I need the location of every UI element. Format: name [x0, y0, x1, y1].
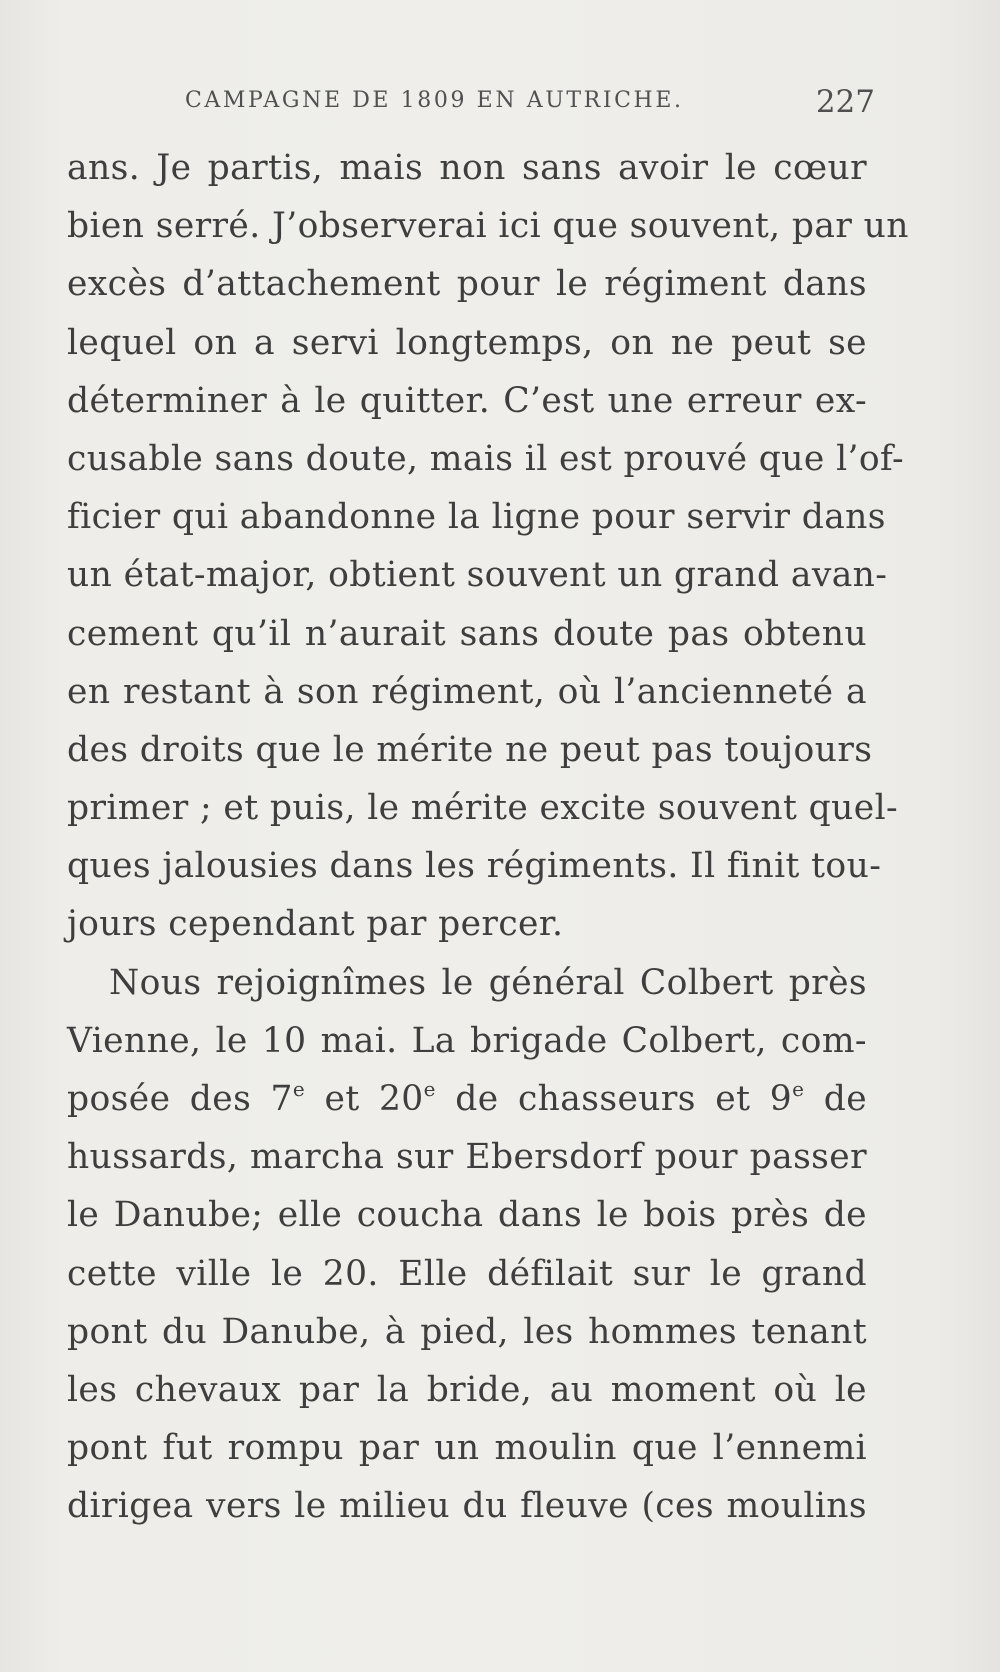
text-line: des droits que le mérite ne peut pas toujours: [67, 729, 873, 770]
text-line: cement qu’il n’aurait sans doute pas obtenu: [67, 613, 867, 654]
running-title: CAMPAGNE DE 1809 EN AUTRICHE.: [185, 88, 684, 113]
superscript: e: [292, 1077, 306, 1101]
text-line: un état-major, obtient souvent un grand avan-: [67, 555, 888, 596]
text-line: Vienne, le 10 mai. La brigade Colbert, com-: [67, 1020, 867, 1061]
superscript: e: [423, 1077, 436, 1101]
text-line-with-superscripts: [67, 1070, 867, 1128]
text-line: cusable sans doute, mais il est prouvé que l’of-: [67, 438, 905, 479]
text-segment: de chasseurs et 9: [435, 1079, 793, 1119]
page-number: 227: [815, 84, 875, 120]
text-line: pont fut rompu par un moulin que l’ennemi: [67, 1428, 867, 1469]
superscript: e: [792, 1077, 805, 1101]
text-segment: de: [804, 1079, 868, 1119]
text-line: lequel on a servi longtemps, on ne peut se: [67, 322, 867, 363]
text-line: dirigea vers le milieu du fleuve (ces moulins: [67, 1486, 867, 1527]
text-line: excès d’attachement pour le régiment dans: [67, 264, 867, 305]
text-line: hussards, marcha sur Ebersdorf pour passer: [67, 1137, 867, 1178]
text-line: déterminer à le quitter. C’est une erreur ex-: [67, 380, 867, 421]
text-line: jours cependant par percer.: [67, 904, 564, 945]
text-line: les chevaux par la bride, au moment où le: [67, 1369, 867, 1410]
text-line: ques jalousies dans les régiments. Il finit tou-: [67, 846, 882, 887]
paragraph-2: [67, 954, 867, 1536]
running-head: [185, 84, 875, 128]
text-line: en restant à son régiment, où l’ancienneté a: [67, 671, 867, 712]
text-line: pont du Danube, à pied, les hommes tenant: [67, 1311, 867, 1352]
text-line: ficier qui abandonne la ligne pour servir dans: [67, 497, 886, 538]
text-line: le Danube; elle coucha dans le bois près de: [67, 1195, 867, 1236]
text-line: ans. Je partis, mais non sans avoir le cœur: [67, 148, 867, 188]
text-line: bien serré. J’observerai ici que souvent, par un: [67, 206, 909, 247]
text-segment: posée des 7: [67, 1079, 293, 1119]
text-line: primer ; et puis, le mérite excite souvent quel-: [67, 788, 899, 829]
paragraph-1: [67, 139, 909, 954]
text-segment: et 20: [305, 1079, 424, 1119]
body-text: [67, 139, 909, 1536]
text-line: cette ville le 20. Elle défilait sur le grand: [67, 1253, 867, 1294]
text-line: Nous rejoignîmes le général Colbert près: [109, 962, 867, 1003]
